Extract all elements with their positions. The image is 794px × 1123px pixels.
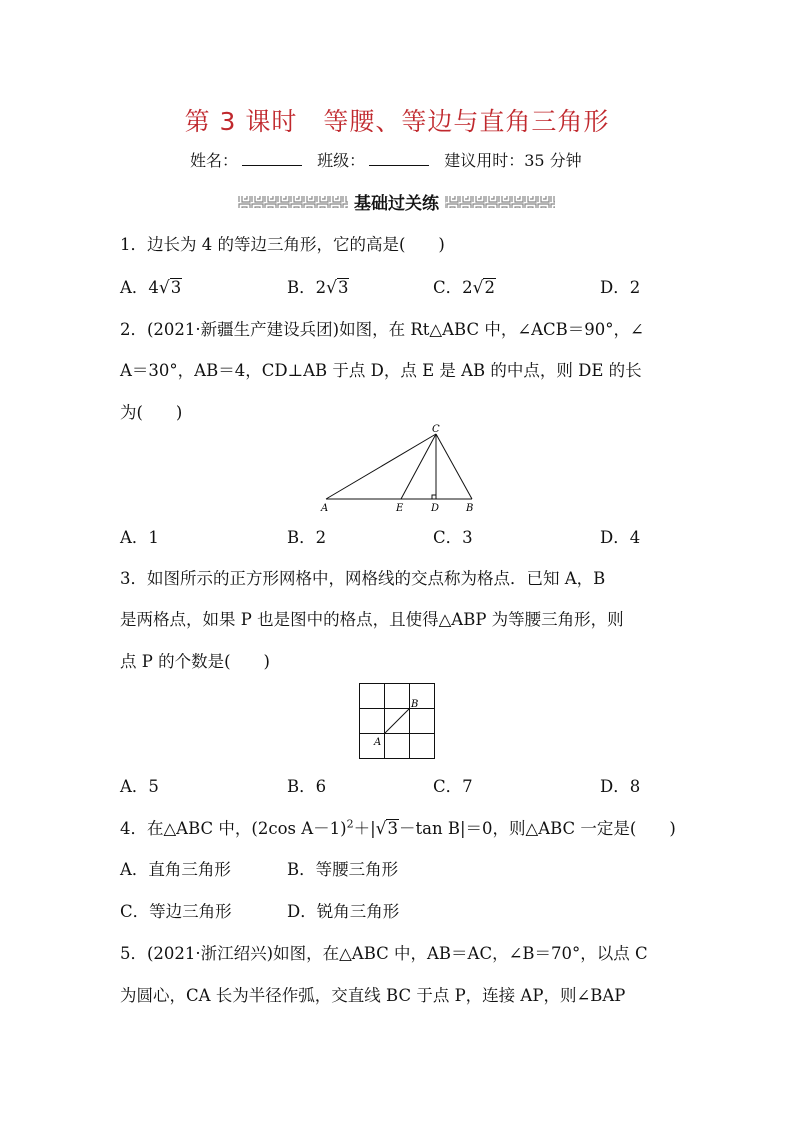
q3-option-d: D．8 <box>600 777 641 796</box>
q2-option-d: D．4 <box>600 528 641 547</box>
segment-bc <box>436 434 472 499</box>
q1-option-c: C．2√2 <box>433 278 495 298</box>
q4-option-d: D．锐角三角形 <box>287 902 400 921</box>
q3-line-3: 点 P 的个数是( ) <box>120 652 270 671</box>
label-a: A <box>374 737 382 748</box>
q2-line-2: A＝30°，AB＝4，CD⊥AB 于点 D，点 E 是 AB 的中点，则 DE 的长 <box>120 361 642 380</box>
label-e: E <box>396 503 404 514</box>
q1-option-d: D．2 <box>600 278 641 297</box>
q3-option-c: C．7 <box>433 777 473 796</box>
student-info <box>190 148 582 171</box>
q3-option-a: A．5 <box>120 777 159 796</box>
label-d: D <box>431 503 440 514</box>
q3-option-b: B．6 <box>287 777 327 796</box>
q1-option-a: A．4√3 <box>120 278 182 298</box>
segment-ab <box>385 709 410 734</box>
class-label: 班级： <box>317 151 366 170</box>
segment-ce <box>401 434 436 499</box>
q4-option-c: C．等边三角形 <box>120 902 232 921</box>
label-a: A <box>321 503 329 514</box>
q4-option-a: A．直角三角形 <box>120 860 231 879</box>
q4-option-b: B．等腰三角形 <box>287 860 399 879</box>
q2-line-3: 为( ) <box>120 403 183 422</box>
q5-line-2: 为圆心，CA 长为半径作弧，交直线 BC 于点 P，连接 AP，则∠BAP <box>120 986 626 1005</box>
q5-line-1: 5．(2021·浙江绍兴)如图，在△ABC 中，AB＝AC，∠B＝70°，以点 C <box>120 944 648 963</box>
name-label: 姓名： <box>190 151 239 170</box>
section-title: 基础过关练 <box>348 194 445 214</box>
q1-option-b: B．2√3 <box>287 278 349 298</box>
q3-line-1: 3．如图所示的正方形网格中，网格线的交点称为格点．已知 A，B <box>120 569 606 588</box>
q2-triangle-figure <box>310 423 490 515</box>
q3-grid-figure <box>358 682 438 762</box>
time-label: 建议用时：35 分钟 <box>444 151 582 170</box>
page-title: 第 3 课时 等腰、等边与直角三角形 <box>184 107 610 136</box>
label-b: B <box>466 503 474 514</box>
class-blank <box>369 151 429 166</box>
q1-stem: 1．边长为 4 的等边三角形，它的高是( ) <box>120 235 445 254</box>
q2-option-a: A．1 <box>120 528 159 547</box>
right-angle-mark <box>432 495 436 499</box>
section-banner <box>238 191 555 213</box>
q2-line-1: 2．(2021·新疆生产建设兵团)如图，在 Rt△ABC 中，∠ACB＝90°，∠ <box>120 320 644 339</box>
q2-option-b: B．2 <box>287 528 327 547</box>
label-b: B <box>411 699 419 710</box>
q3-line-2: 是两格点，如果 P 也是图中的格点，且使得△ABP 为等腰三角形，则 <box>120 610 624 629</box>
q2-option-c: C．3 <box>433 528 473 547</box>
segment-ac <box>326 434 436 499</box>
name-blank <box>242 151 302 166</box>
label-c: C <box>432 424 440 435</box>
q4-stem: 4．在△ABC 中，(2cos A－1)$^2$＋|√3－tan B|＝0，则△ABC 一定是( ) <box>120 817 676 839</box>
